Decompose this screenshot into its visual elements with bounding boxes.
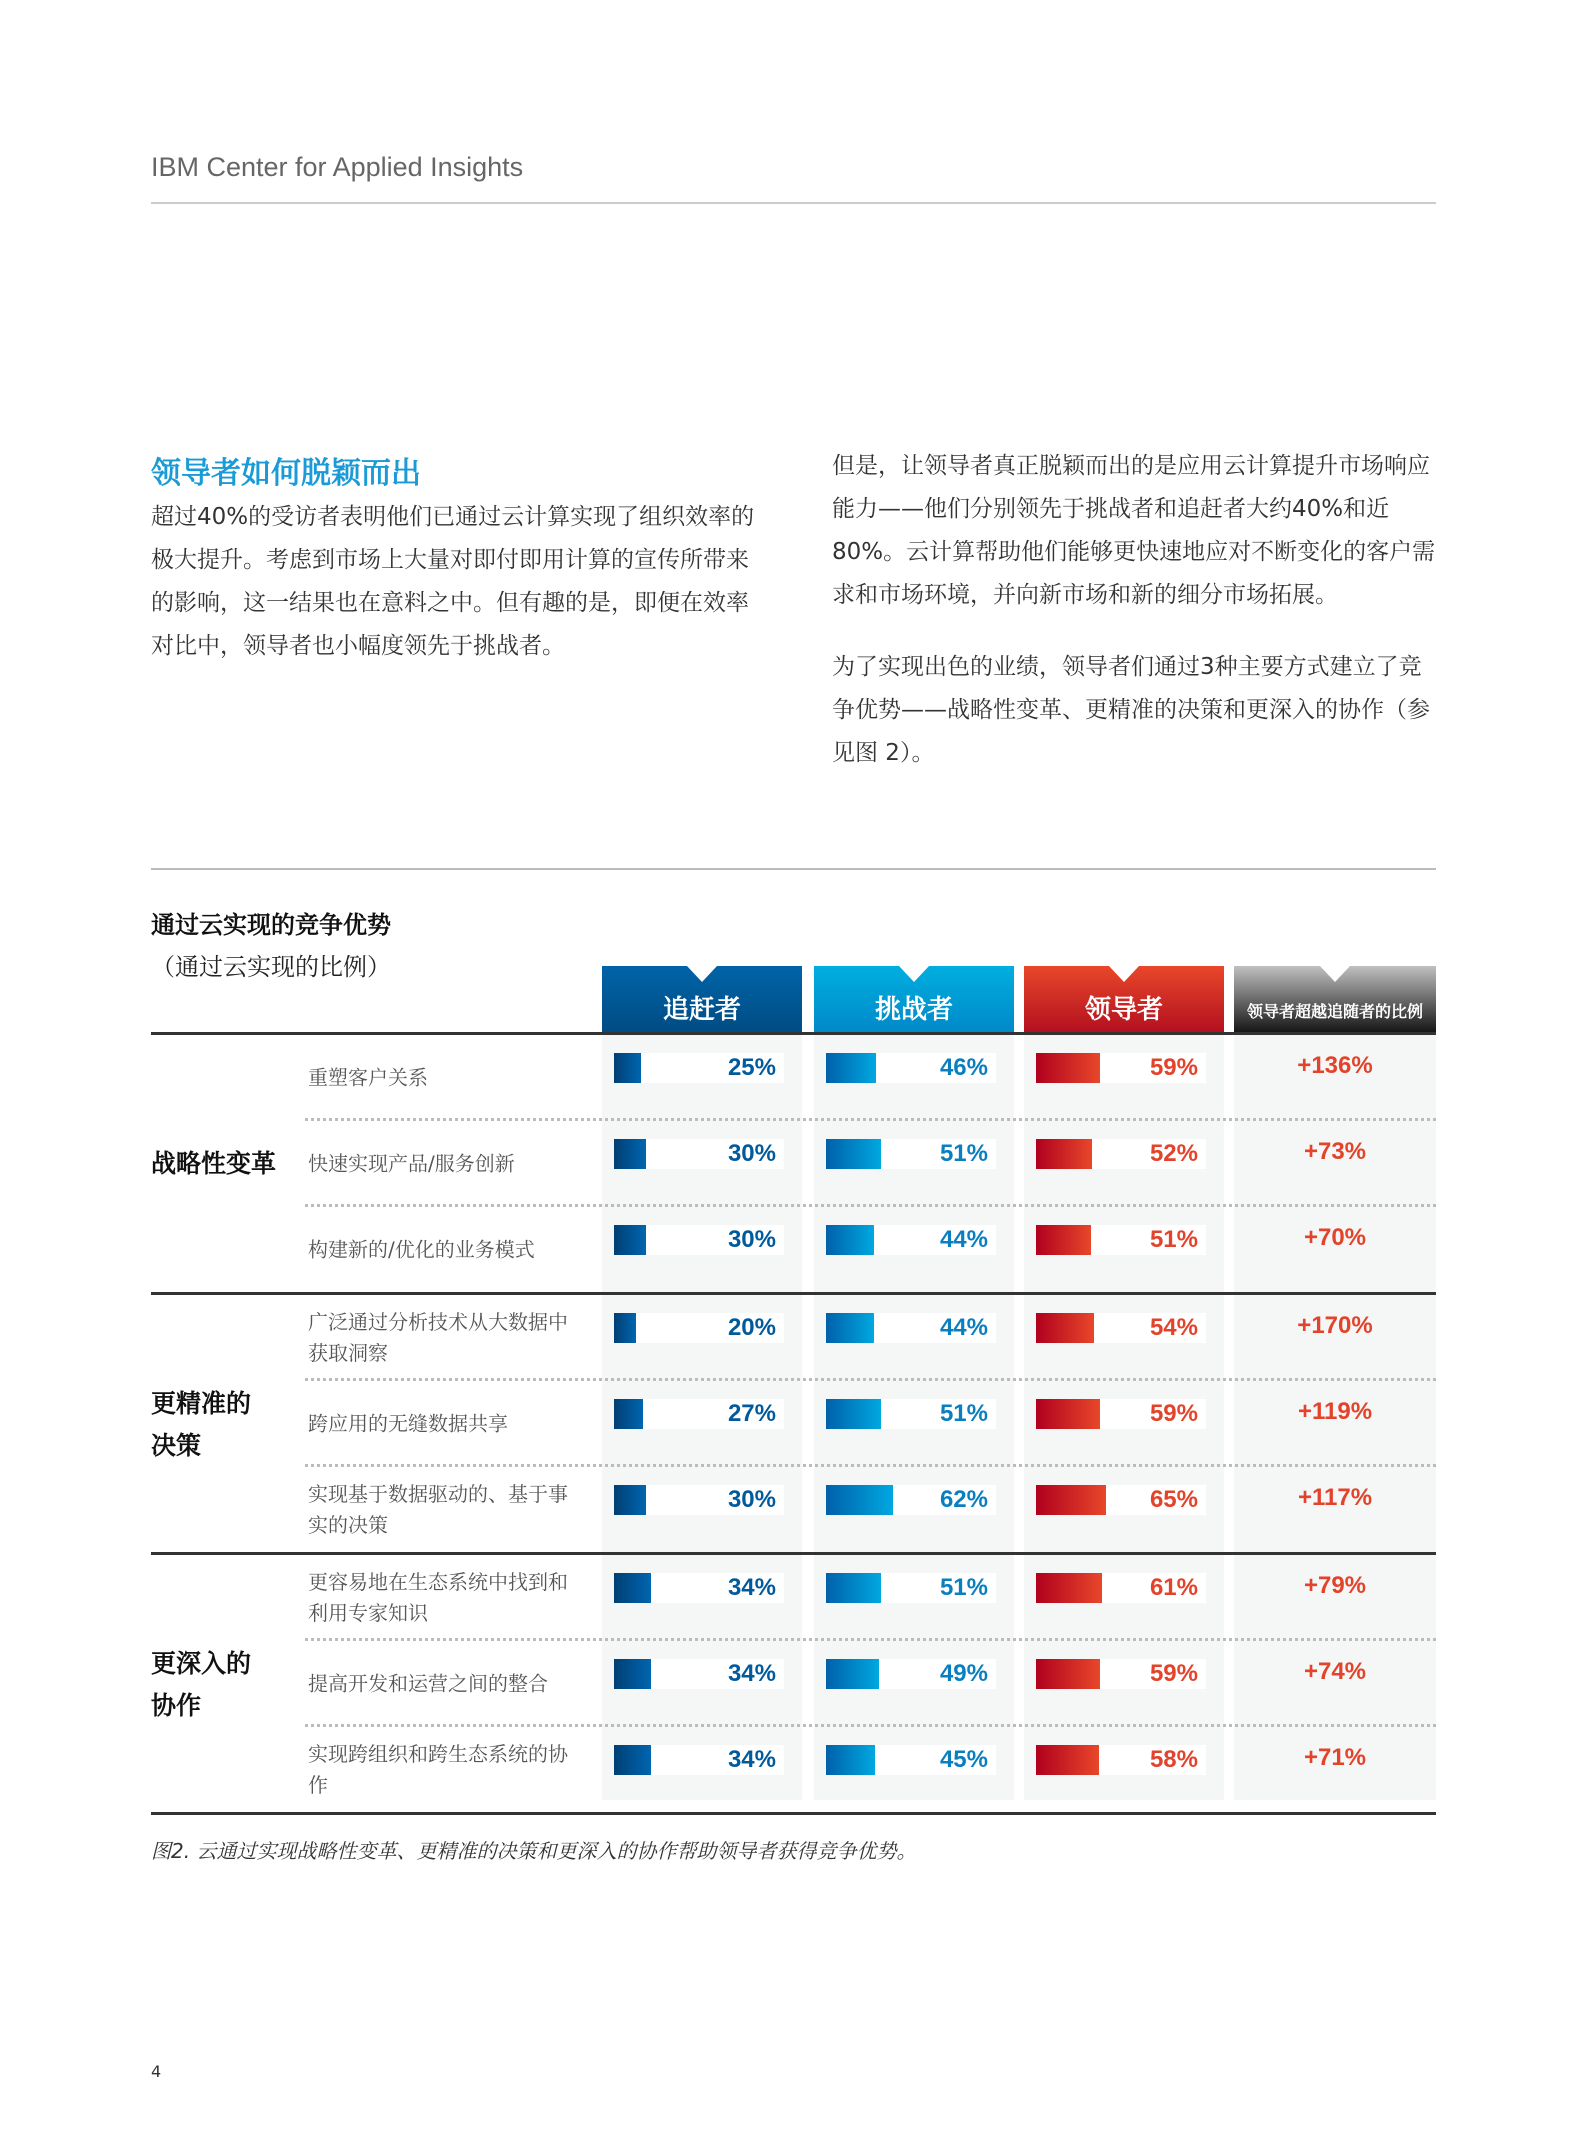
value-cell [826, 1745, 996, 1775]
value-cell [826, 1053, 996, 1083]
value-label: 30% [727, 1140, 776, 1167]
value-label: 59% [1149, 1660, 1198, 1687]
row-label: 跨应用的无缝数据共享 [308, 1411, 508, 1436]
value-bar [826, 1745, 875, 1775]
table-subtitle: （通过云实现的比例） [151, 953, 391, 981]
value-bar [826, 1573, 881, 1603]
value-bar [614, 1399, 643, 1429]
value-bar [826, 1485, 893, 1515]
value-label: 59% [1149, 1054, 1198, 1081]
table-row [151, 1207, 1436, 1293]
value-label: 30% [727, 1226, 776, 1253]
paragraph-1: 超过40%的受访者表明他们已通过云计算实现了组织效率的极大提升。考虑到市场上大量对即付即用计算的宣传所带来的影响，这一结果也在意料之中。但有趣的是，即便在效率对比中，领导者也小幅度领先于挑战者。 [151, 504, 755, 659]
value-bar [826, 1225, 874, 1255]
ratio-label: +170% [1297, 1312, 1373, 1339]
table-row [151, 1467, 1436, 1553]
value-label: 58% [1149, 1746, 1198, 1773]
value-bar [826, 1313, 874, 1343]
value-bar [826, 1053, 876, 1083]
value-bar [1036, 1745, 1099, 1775]
column-header-label: 挑战者 [874, 995, 953, 1025]
table-row [151, 1035, 1436, 1121]
column-header-label: 领导者超越追随者的比例 [1246, 1002, 1423, 1021]
value-cell [614, 1399, 784, 1429]
value-cell [826, 1399, 996, 1429]
value-cell [614, 1745, 784, 1775]
value-bar [826, 1139, 881, 1169]
value-bar [614, 1745, 651, 1775]
table-divider [151, 868, 1436, 870]
value-bar [826, 1659, 879, 1689]
value-cell [1036, 1659, 1206, 1689]
value-cell [1036, 1225, 1206, 1255]
value-label: 59% [1149, 1400, 1198, 1427]
ratio-label: +136% [1297, 1052, 1373, 1079]
value-label: 61% [1149, 1574, 1198, 1601]
header-notch [1109, 966, 1139, 982]
group-label: 更深入的协作 [151, 1649, 252, 1720]
value-label: 51% [939, 1140, 988, 1167]
value-label: 27% [727, 1400, 776, 1427]
value-bar [1036, 1053, 1100, 1083]
value-bar [826, 1399, 881, 1429]
page-number: 4 [151, 2062, 162, 2081]
table-row [151, 1121, 1436, 1207]
row-label: 实现跨组织和跨生态系统的协作 [308, 1742, 568, 1797]
value-label: 34% [727, 1574, 776, 1601]
section-title: 领导者如何脱颖而出 [151, 456, 421, 491]
value-label: 51% [939, 1400, 988, 1427]
row-label: 广泛通过分析技术从大数据中获取洞察 [308, 1310, 568, 1365]
paragraph-3: 为了实现出色的业绩，领导者们通过3种主要方式建立了竞争优势——战略性变革、更精准的决策和更深入的协作（参见图 2）。 [832, 654, 1430, 766]
value-label: 44% [939, 1226, 988, 1253]
ratio-label: +79% [1303, 1572, 1367, 1599]
value-bar [1036, 1399, 1100, 1429]
value-label: 44% [939, 1314, 988, 1341]
value-label: 25% [727, 1054, 776, 1081]
value-bar [1036, 1139, 1092, 1169]
figure-caption: 图2. 云通过实现战略性变革、更精准的决策和更深入的协作帮助领导者获得竞争优势。 [151, 1839, 917, 1863]
header-notch [1320, 966, 1350, 982]
value-label: 51% [939, 1574, 988, 1601]
value-label: 51% [1149, 1226, 1198, 1253]
value-bar [614, 1573, 651, 1603]
table-row [151, 1641, 1436, 1727]
ratio-label: +70% [1303, 1224, 1367, 1251]
value-label: 20% [727, 1314, 776, 1341]
value-bar [614, 1139, 646, 1169]
value-bar [1036, 1573, 1102, 1603]
row-label: 构建新的/优化的业务模式 [308, 1237, 535, 1262]
table-row [151, 1381, 1436, 1467]
value-bar [1036, 1659, 1100, 1689]
value-cell [826, 1485, 996, 1515]
value-cell [826, 1659, 996, 1689]
value-label: 34% [727, 1660, 776, 1687]
value-cell [1036, 1745, 1206, 1775]
row-label: 快速实现产品/服务创新 [308, 1151, 515, 1176]
value-bar [614, 1485, 646, 1515]
column-header-label: 追赶者 [662, 995, 741, 1025]
ratio-label: +71% [1303, 1744, 1367, 1771]
value-cell [1036, 1053, 1206, 1083]
value-cell [614, 1659, 784, 1689]
header-divider [151, 202, 1436, 204]
value-bar [1036, 1485, 1106, 1515]
ratio-label: +117% [1297, 1484, 1373, 1511]
column-header [1234, 966, 1436, 1034]
value-label: 52% [1149, 1140, 1198, 1167]
value-cell [614, 1485, 784, 1515]
value-cell [614, 1313, 784, 1343]
value-label: 30% [727, 1486, 776, 1513]
ratio-label: +73% [1303, 1138, 1367, 1165]
value-label: 62% [939, 1486, 988, 1513]
value-cell [614, 1053, 784, 1083]
value-bar [614, 1225, 646, 1255]
group-label: 更精准的决策 [151, 1389, 252, 1460]
ratio-label: +74% [1303, 1658, 1367, 1685]
value-cell [1036, 1485, 1206, 1515]
value-cell [614, 1573, 784, 1603]
value-bar [614, 1053, 641, 1083]
header-notch [687, 966, 717, 982]
column-header [1024, 966, 1224, 1034]
table-row [151, 1727, 1436, 1813]
value-cell [826, 1313, 996, 1343]
group-divider [151, 1812, 1436, 1815]
value-cell [1036, 1313, 1206, 1343]
table-row [151, 1555, 1436, 1641]
value-cell [1036, 1573, 1206, 1603]
value-cell [826, 1225, 996, 1255]
column-header [602, 966, 802, 1034]
value-label: 54% [1149, 1314, 1198, 1341]
value-bar [1036, 1225, 1091, 1255]
group-label: 战略性变革 [151, 1149, 277, 1178]
column-header [814, 966, 1014, 1034]
value-cell [1036, 1139, 1206, 1169]
table-title: 通过云实现的竞争优势 [151, 911, 391, 939]
paragraph-2: 但是，让领导者真正脱颖而出的是应用云计算提升市场响应能力——他们分别领先于挑战者和追赶者大约40%和近80%。云计算帮助他们能够更快速地应对不断变化的客户需求和市场环境，并向新市场和新的细分市场拓展。 [832, 453, 1436, 608]
value-bar [614, 1659, 651, 1689]
row-label: 实现基于数据驱动的、基于事实的决策 [308, 1482, 568, 1537]
value-label: 34% [727, 1746, 776, 1773]
value-label: 65% [1149, 1486, 1198, 1513]
value-cell [614, 1225, 784, 1255]
column-header-label: 领导者 [1084, 995, 1163, 1025]
value-label: 46% [939, 1054, 988, 1081]
ratio-label: +119% [1297, 1398, 1373, 1425]
table-row [151, 1295, 1436, 1381]
header-notch [899, 966, 929, 982]
row-label: 更容易地在生态系统中找到和利用专家知识 [308, 1570, 568, 1625]
row-label: 重塑客户关系 [308, 1065, 428, 1090]
value-label: 45% [939, 1746, 988, 1773]
header-title: IBM Center for Applied Insights [151, 152, 524, 182]
value-cell [826, 1139, 996, 1169]
value-cell [826, 1573, 996, 1603]
value-cell [614, 1139, 784, 1169]
value-bar [614, 1313, 636, 1343]
value-cell [1036, 1399, 1206, 1429]
value-bar [1036, 1313, 1094, 1343]
row-label: 提高开发和运营之间的整合 [308, 1671, 548, 1696]
value-label: 49% [939, 1660, 988, 1687]
